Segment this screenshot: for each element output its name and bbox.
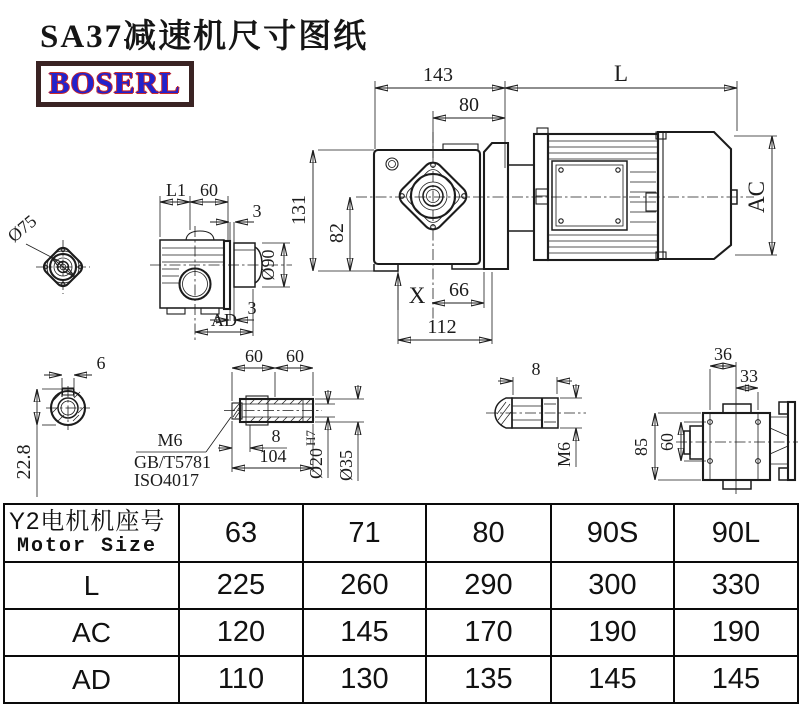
table-cell: 170 — [426, 609, 551, 656]
main-view-dimensions — [288, 61, 777, 344]
row-label: L — [4, 562, 179, 609]
table-cell: 260 — [303, 562, 426, 609]
dim-36: 36 — [714, 344, 732, 364]
dim-131: 131 — [288, 195, 310, 225]
dim-3-top: 3 — [252, 201, 262, 221]
dim-60-rear: 60 — [657, 433, 677, 451]
logo-text: BOSERL — [49, 65, 181, 100]
motor-shaft-view — [486, 359, 586, 467]
label-m6: M6 — [157, 430, 183, 450]
table-cell: 110 — [179, 656, 303, 703]
column-header: 90L — [674, 504, 798, 562]
label-gb-t5781: GB/T5781 — [134, 452, 212, 472]
dim-D20-tolerance: H7 — [303, 430, 318, 446]
front-view — [374, 143, 508, 271]
dim-33: 33 — [740, 366, 758, 386]
dim-60-top: 60 — [200, 180, 218, 200]
dim-8-shaft: 8 — [271, 426, 281, 446]
dim-60-a: 60 — [245, 346, 263, 366]
dim-22-8: 22.8 — [13, 444, 35, 480]
dim-112: 112 — [427, 316, 457, 338]
row-label: AC — [4, 609, 179, 656]
dim-L1: L1 — [166, 180, 186, 200]
dim-D90: Ø90 — [258, 249, 278, 281]
table-row — [4, 656, 798, 703]
hollow-shaft-view — [134, 346, 364, 490]
column-header: 71 — [303, 504, 426, 562]
column-header: 90S — [551, 504, 674, 562]
table-cell: 300 — [551, 562, 674, 609]
table-cell: 145 — [303, 609, 426, 656]
table-row — [4, 609, 798, 656]
dim-104: 104 — [259, 446, 287, 466]
header-en: Motor Size — [17, 535, 158, 559]
dim-M6-motor: M6 — [554, 441, 574, 467]
dim-143: 143 — [423, 64, 453, 86]
top-view — [150, 180, 292, 340]
table-cell: 330 — [674, 562, 798, 609]
dim-60-b: 60 — [286, 346, 304, 366]
flange-view — [4, 211, 90, 294]
table-cell: 225 — [179, 562, 303, 609]
dim-D75: Ø75 — [3, 210, 41, 247]
table-row — [4, 562, 798, 609]
table-cell: 145 — [674, 656, 798, 703]
table-cell: 130 — [303, 656, 426, 703]
dimension-table — [3, 503, 797, 702]
table-cell: 135 — [426, 656, 551, 703]
dim-D35: Ø35 — [336, 450, 356, 481]
dim-AD: AD — [211, 310, 237, 330]
rear-view — [631, 344, 798, 494]
motor-size-table — [3, 503, 799, 704]
dim-80: 80 — [459, 94, 479, 116]
dim-6: 6 — [96, 353, 106, 373]
label-iso4017: ISO4017 — [134, 470, 200, 490]
dim-8-motor: 8 — [531, 359, 541, 379]
dim-D20: Ø20 — [306, 448, 326, 479]
table-header-motor-size — [4, 504, 179, 562]
row-label: AD — [4, 656, 179, 703]
table-cell: 145 — [551, 656, 674, 703]
dim-85: 85 — [631, 438, 651, 456]
table-cell: 290 — [426, 562, 551, 609]
column-header: 80 — [426, 504, 551, 562]
dim-L: L — [613, 61, 629, 86]
dim-AC: AC — [744, 181, 769, 213]
dim-66: 66 — [449, 279, 469, 301]
header-cn: Y2电机机座号 — [9, 507, 166, 535]
dim-3-bottom: 3 — [247, 298, 257, 318]
table-cell: 190 — [674, 609, 798, 656]
page-title: SA37减速机尺寸图纸 — [40, 19, 369, 55]
dim-X: X — [408, 283, 426, 308]
table-cell: 120 — [179, 609, 303, 656]
dim-82: 82 — [326, 223, 348, 243]
shaft-section-view — [13, 353, 106, 497]
column-header: 63 — [179, 504, 303, 562]
table-cell: 190 — [551, 609, 674, 656]
